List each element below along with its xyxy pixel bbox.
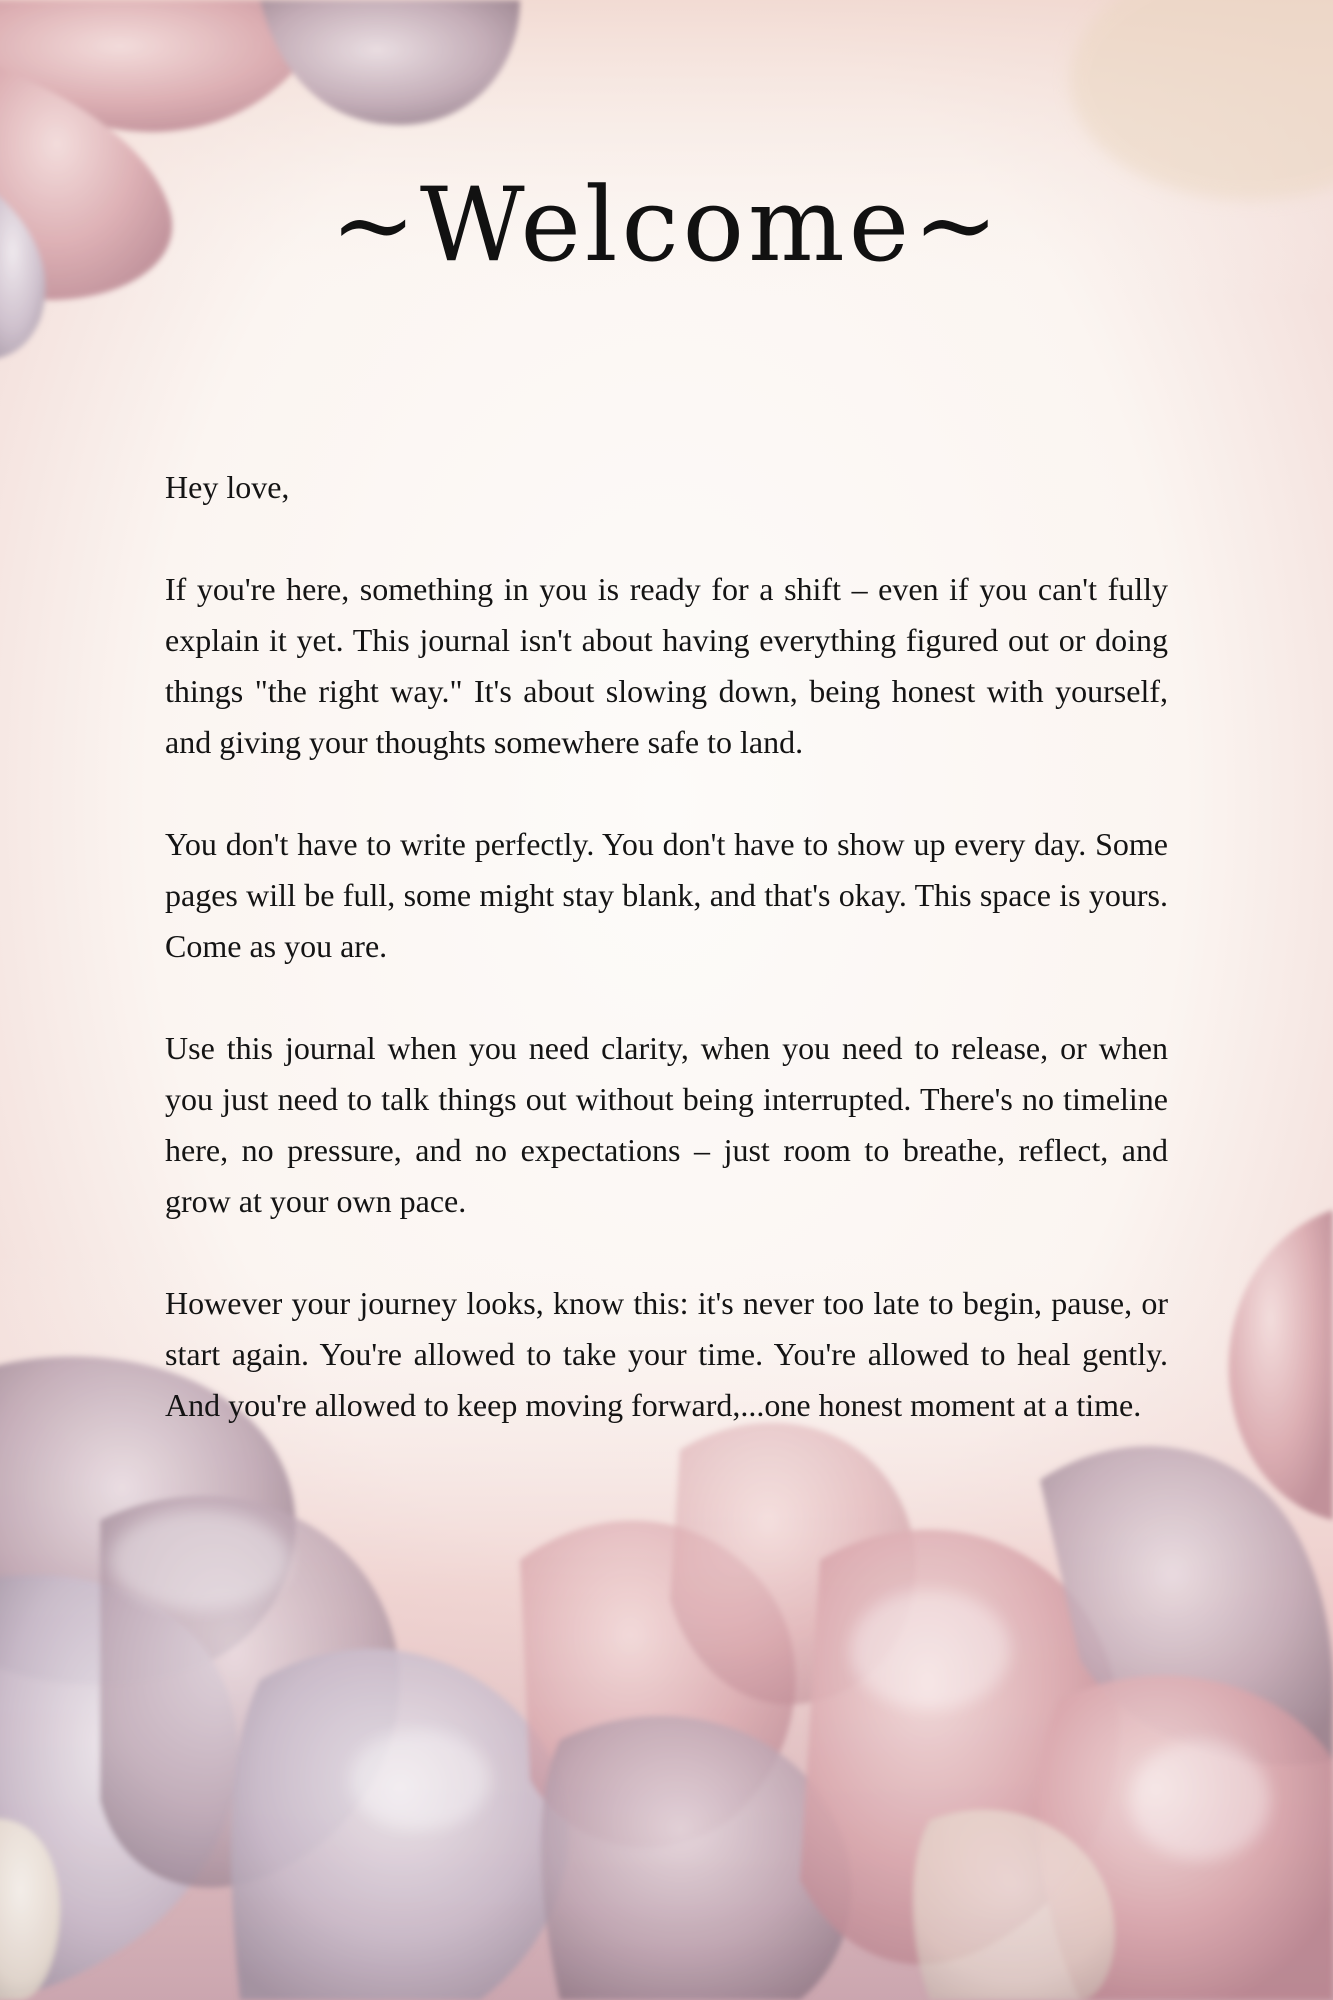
letter-paragraph: You don't have to write perfectly. You don't have to show up every day. Some pages will be full, some might stay blank, and that's okay. This space is yours. Come as you are. (165, 826, 1168, 964)
page-title: ~Welcome~ (330, 166, 1003, 285)
letter-paragraph: However your journey looks, know this: it's never too late to begin, pause, or start again. You're allowed to take your time. You're allowed to heal gently. And you're allowed to keep moving forward,...one honest moment at a time. (165, 1285, 1168, 1423)
letter-greeting: Hey love, (165, 469, 290, 505)
welcome-letter (165, 462, 1168, 1431)
letter-paragraph: If you're here, something in you is ready for a shift – even if you can't fully explain it yet. This journal isn't about having everything figured out or doing things "the right way." It's about slowing down, being honest with yourself, and giving your thoughts somewhere safe to land. (165, 571, 1168, 760)
letter-paragraph: Use this journal when you need clarity, when you need to release, or when you just need to talk things out without being interrupted. There's no timeline here, no pressure, and no expectations – just room to breathe, reflect, and grow at your own pace. (165, 1030, 1168, 1219)
